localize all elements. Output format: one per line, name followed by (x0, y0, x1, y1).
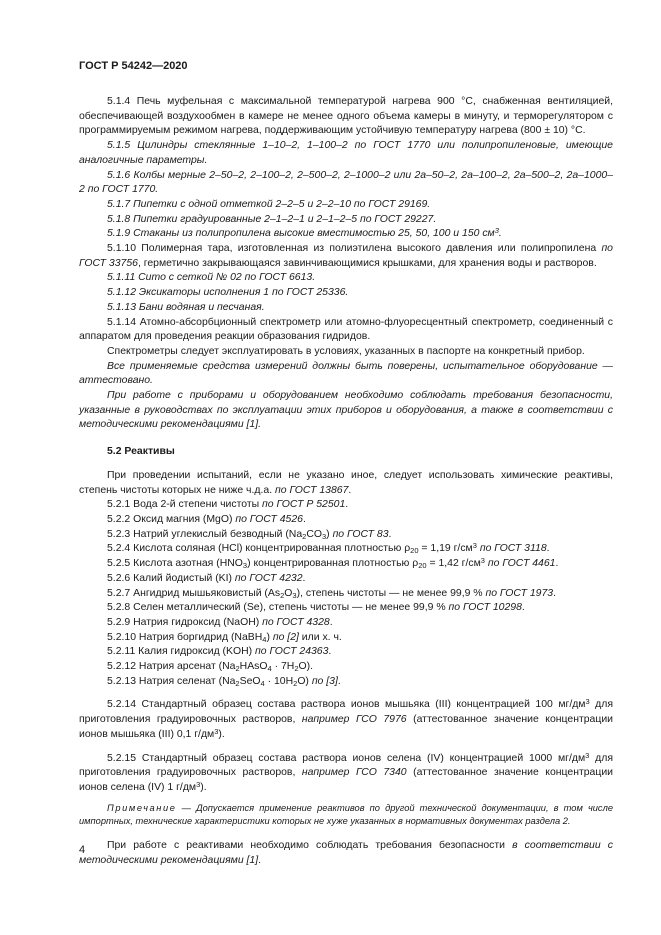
para-safety-reagents (79, 839, 613, 868)
bibliography-ref: по [3] (311, 675, 338, 687)
gso-ref: например ГСО 7340 (301, 767, 407, 779)
item-end: . (302, 513, 306, 525)
gost-ref: по ГОСТ 10298 (448, 602, 522, 614)
para-5-1-10-text: 5.1.10 Полимерная тара, изготовленная из полиэтилена высокого давления или полипропилена (107, 243, 602, 255)
para-5-2-3 (79, 528, 613, 543)
para-5-1-9-text: 5.1.9 Стаканы из полипропилена высокие вместимостью 25, 50, 100 и 150 см (107, 228, 495, 240)
para-5-1-9 (79, 227, 613, 242)
gost-ref: по ГОСТ 24363 (255, 646, 329, 658)
gost-ref: по ГОСТ Р 52501 (262, 499, 346, 511)
item-text: 5.2.15 Стандартный образец состава раствора ионов селена (IV) концентрацией 1000 мг/дм (107, 752, 586, 764)
item-text: 5.2.13 Натрия селенат (Na (107, 675, 236, 687)
gost-ref: по ГОСТ 13867 (275, 484, 349, 496)
document-code-header: ГОСТ Р 54242—2020 (79, 60, 188, 72)
para-5-2-8 (79, 601, 613, 616)
para-reagents-intro (79, 469, 613, 498)
item-text: = 1,42 г/см (426, 558, 481, 570)
item-text: ), степень чистоты — не менее 99,9 % (296, 587, 486, 599)
gost-ref: по ГОСТ 4232 (234, 572, 303, 584)
gost-ref: по ГОСТ 3118 (476, 543, 547, 555)
item-text: 5.2.11 Калия гидроксид (KOH) (107, 646, 256, 658)
methodical-ref: в соответствии с методическими рекомендациями [1] (79, 839, 613, 866)
superscript: 3 (585, 750, 590, 760)
subscript: 20 (410, 546, 419, 556)
subscript: 2 (280, 590, 285, 600)
para-5-1-7: 5.1.7 Пипетки с одной отметкой 2–2–5 и 2–2–10 по ГОСТ 29169. (107, 198, 431, 210)
formula-part: O) (297, 675, 312, 687)
para-5-2-9 (79, 616, 613, 631)
item-end: . (345, 499, 349, 511)
item-text: 5.2.10 Натрия боргидрид (NaBH (107, 631, 263, 643)
item-text: 5.2.2 Оксид магния (MgO) (107, 513, 236, 525)
superscript: 3 (585, 697, 590, 707)
intro-end: . (348, 484, 352, 496)
subscript: 3 (292, 590, 297, 600)
item-text: ) (326, 528, 333, 540)
item-end: . (521, 602, 525, 614)
subscript: 4 (267, 664, 272, 674)
formula-part: O (284, 587, 293, 599)
item-text: При работе с реактивами необходимо соблюдать требования безопасности (107, 839, 513, 851)
item-end: . (388, 528, 392, 540)
item-text: 5.2.12 Натрия арсенат (Na (107, 661, 236, 673)
item-end: . (553, 587, 556, 599)
gso-ref: например ГСО 7976 (301, 714, 407, 726)
para-5-2-11 (79, 645, 613, 660)
item-end: . (546, 543, 550, 555)
para-5-1-10 (79, 242, 613, 271)
item-end: ). (218, 728, 225, 740)
item-text: для приготовления градуировочных растворов, (79, 752, 613, 779)
para-5-2-7 (79, 587, 613, 602)
para-5-1-4: 5.1.4 Печь муфельная с максимальной температурой нагрева 900 °С, снабженная вентиляцией, обеспечивающей воздухообмен в камере не менее одного объема камеры в минуту, и терморегулятором с программируемым режимом нагрева, поддерживающим устойчивую температуру нагрева (800 ± 10) °С. (79, 96, 613, 137)
note (79, 802, 613, 828)
para-5-1-8: 5.1.8 Пипетки градуированные 2–1–2–1 и 2–1–2–5 по ГОСТ 29227. (107, 213, 437, 225)
superscript: 3 (196, 779, 201, 789)
formula-part: · 7H (271, 661, 295, 673)
formula-part: HAsO (239, 661, 268, 673)
para-5-2-14 (79, 698, 613, 742)
para-5-1-5: 5.1.5 Цилиндры стеклянные 1–10–2, 1–100–2 по ГОСТ 1770 или полипропиленовые, имеющие аналогичные параметры. (79, 140, 613, 166)
gost-ref: по ГОСТ 4461 (484, 558, 556, 570)
intro-text: При проведении испытаний, если не указано иное, следует использовать химические реактивы, степень чистоты которых не ниже ч.д.а. (79, 469, 613, 496)
item-end: . (337, 675, 341, 687)
gost-ref: по ГОСТ 4328 (262, 616, 330, 628)
para-5-2-10 (79, 631, 613, 646)
subscript: 2 (294, 664, 299, 674)
item-text: (аттестованное значение концентрации ионов селена (IV) 1 г/дм (79, 767, 613, 793)
item-end: O). (298, 661, 314, 673)
item-text: = 1,19 г/см (418, 543, 473, 555)
para-5-2-2 (79, 513, 613, 528)
bibliography-ref: по [2] (272, 631, 299, 643)
para-safety-equipment: При работе с приборами и оборудованием необходимо соблюдать требования безопасности, указанные в руководствах по эксплуатации этих приборов и оборудования, а также в соответствии с методическими рекомендациями [1]. (79, 390, 613, 431)
note-text: — Допускается применение реактивов по другой технической документации, в том числе импортных, технические характеристики которых не хуже указанных в нормативных документах раздела 2. (79, 802, 613, 826)
item-text: 5.2.3 Натрий углекислый безводный (Na (107, 528, 303, 540)
item-end: ). (200, 781, 207, 793)
item-end: или х. ч. (298, 631, 342, 643)
subscript: 4 (262, 634, 267, 644)
item-end: . (328, 646, 332, 658)
para-5-2-6 (79, 572, 613, 587)
subscript: 20 (418, 561, 427, 571)
para-5-2-13 (79, 675, 613, 690)
sup-cm3: 3 (494, 226, 499, 236)
para-5-2-15 (79, 752, 613, 796)
formula-part: CO (306, 528, 322, 540)
subscript: 4 (260, 678, 265, 688)
subscript: 3 (321, 531, 327, 541)
formula-part: · 10H (264, 675, 294, 687)
para-5-1-9-end: . (498, 228, 502, 240)
item-text: 5.2.6 Калий йодистый (KI) (107, 572, 235, 584)
item-text: 5.2.4 Кислота соляная (HCl) концентрированная плотностью ρ (107, 543, 411, 555)
item-text: для приготовления градуировочных растворов, (79, 699, 614, 726)
para-5-1-12: 5.1.12 Эксикаторы исполнения 1 по ГОСТ 25336. (107, 287, 349, 299)
section-5-2-title: 5.2 Реактивы (107, 446, 175, 458)
item-end: . (258, 854, 262, 866)
para-5-1-10-tail: , герметично закрывающаяся завинчивающимися крышками, для хранения воды и растворов. (137, 257, 597, 269)
page-number: 4 (79, 844, 86, 856)
item-text: (аттестованное значение концентрации ионов мышьяка (III) 0,1 г/дм (79, 714, 613, 740)
item-text: ) концентрированная плотностью ρ (247, 558, 419, 570)
subscript: 2 (235, 678, 240, 688)
gost-ref: по ГОСТ 33756 (79, 243, 613, 269)
item-text: ) (266, 631, 273, 643)
item-text: 5.2.9 Натрия гидроксид (NaOH) (107, 616, 263, 628)
para-5-1-6: 5.1.6 Колбы мерные 2–50–2, 2–100–2, 2–500–2, 2–1000–2 или 2а–50–2, 2а–100–2, 2а–500–2, 2а–1000–2 по ГОСТ 1770. (79, 169, 613, 196)
para-5-1-13: 5.1.13 Бани водяная и песчаная. (107, 301, 265, 313)
gost-ref: по ГОСТ 83 (332, 528, 389, 540)
para-5-1-11: 5.1.11 Сито с сеткой № 02 по ГОСТ 6613. (107, 272, 316, 284)
subscript: 2 (293, 678, 298, 688)
superscript: 3 (480, 555, 485, 565)
gost-ref: по ГОСТ 1973 (485, 587, 554, 599)
para-verification: Все применяемые средства измерений должны быть поверены, испытательное оборудование — аттестовано. (79, 360, 613, 387)
para-spectrometers: Спектрометры следует эксплуатировать в условиях, указанных в паспорте на конкретный прибор. (107, 345, 585, 357)
item-text: 5.2.14 Стандартный образец состава раствора ионов мышьяка (III) концентрацией 100 мг/дм (107, 699, 586, 711)
superscript: 3 (214, 726, 219, 736)
item-text: 5.2.8 Селен металлический (Se), степень чистоты — не менее 99,9 % (107, 602, 449, 614)
note-label: Примечание (107, 802, 177, 813)
item-end: . (302, 572, 306, 584)
item-text: 5.2.5 Кислота азотная (HNO (107, 558, 243, 570)
formula-part: SeO (239, 675, 261, 687)
item-end: . (329, 616, 333, 628)
para-5-2-1 (79, 498, 613, 513)
subscript: 3 (242, 561, 248, 571)
subscript: 2 (302, 531, 307, 541)
para-5-2-5 (79, 557, 613, 572)
para-5-1-14: 5.1.14 Атомно-абсорбционный спектрометр или атомно-флуоресцентный спектрометр, соединенный с аппаратом для проведения реакции образования гидридов. (79, 316, 613, 343)
item-text: 5.2.1 Вода 2-й степени чистоты (107, 499, 263, 511)
para-5-2-4 (79, 542, 613, 557)
document-body (79, 95, 613, 868)
superscript: 3 (472, 541, 477, 551)
gost-ref: по ГОСТ 4526 (235, 513, 303, 525)
item-text: 5.2.7 Ангидрид мышьяковистый (As (107, 587, 281, 599)
para-5-2-12 (79, 660, 613, 675)
subscript: 2 (235, 664, 240, 674)
item-end: . (555, 558, 559, 570)
